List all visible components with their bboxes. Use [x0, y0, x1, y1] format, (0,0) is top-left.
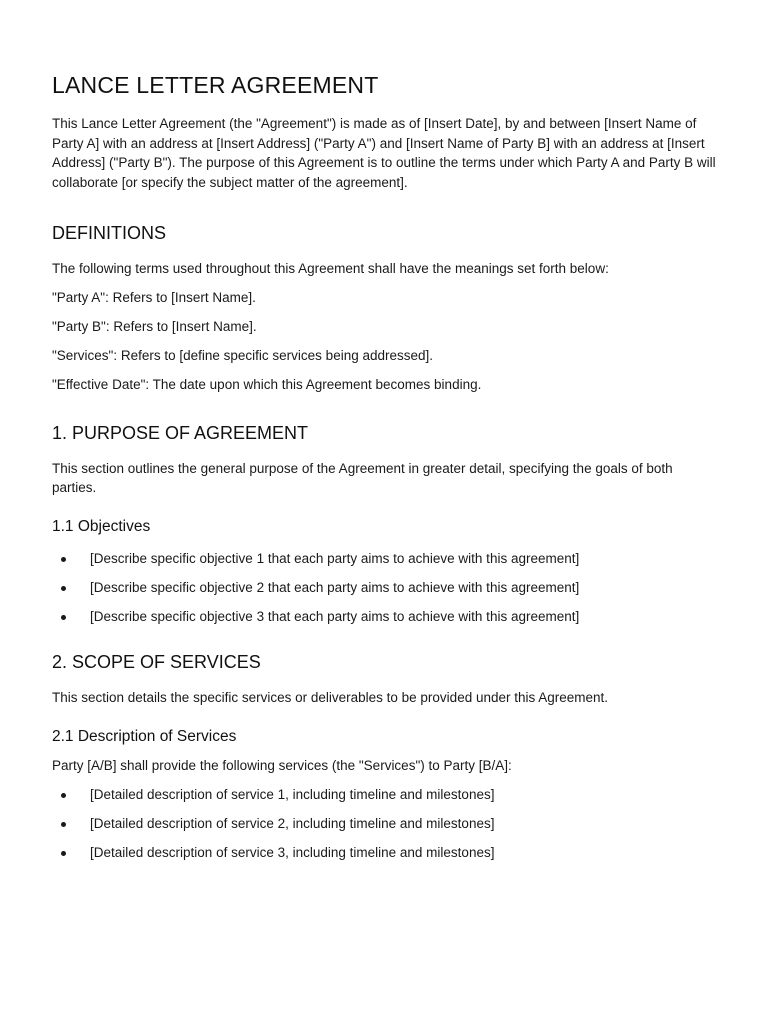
definition-item-party-a: "Party A": Refers to [Insert Name].	[52, 290, 256, 305]
objective-text: [Describe specific objective 3 that each party aims to achieve with this agreement]	[90, 608, 580, 624]
objective-text: [Describe specific objective 2 that each party aims to achieve with this agreement]	[90, 579, 580, 595]
service-text: [Detailed description of service 3, including timeline and milestones]	[90, 845, 495, 860]
bullet-icon	[61, 793, 66, 798]
scope-heading: 2. SCOPE OF SERVICES	[52, 652, 261, 672]
document-page	[52, 70, 720, 887]
definitions-heading: DEFINITIONS	[52, 223, 167, 243]
list-item	[52, 814, 720, 834]
description-heading: 2.1 Description of Services	[52, 727, 237, 745]
list-item	[52, 607, 720, 627]
list-item	[52, 843, 720, 863]
list-item	[52, 549, 720, 569]
definitions-section	[52, 221, 720, 395]
definition-item-services: "Services": Refers to [define specific services being addressed].	[52, 348, 434, 363]
list-item	[52, 578, 720, 598]
bullet-icon	[61, 557, 66, 562]
purpose-text: This section outlines the general purpose of the Agreement in greater detail, specifying the goals of both parties.	[52, 460, 673, 495]
objective-text: [Describe specific objective 1 that each party aims to achieve with this agreement]	[90, 550, 580, 566]
objectives-heading: 1.1 Objectives	[52, 517, 151, 535]
document-title: LANCE LETTER AGREEMENT	[52, 72, 379, 98]
scope-text: This section details the specific services or deliverables to be provided under this Agreement.	[52, 690, 609, 705]
definition-item-party-b: "Party B": Refers to [Insert Name].	[52, 319, 257, 334]
definitions-lead: The following terms used throughout this Agreement shall have the meanings set forth below:	[52, 261, 609, 276]
description-lead: Party [A/B] shall provide the following services (the "Services") to Party [B/A]:	[52, 757, 512, 773]
definition-item-effective-date: "Effective Date": The date upon which this Agreement becomes binding.	[52, 377, 482, 392]
services-list	[52, 785, 720, 863]
service-text: [Detailed description of service 2, including timeline and milestones]	[90, 816, 495, 831]
purpose-heading: 1. PURPOSE OF AGREEMENT	[52, 422, 309, 443]
intro-paragraph: This Lance Letter Agreement (the "Agreement") is made as of [Insert Date], by and between [Insert Name of Party A] with an address at [Insert Address] ("Party A") and [Insert Name of Party B] with an address at [Insert Address] ("Party B"). The purpose of this Agreement is to outline the terms under which Party A and Party B will collaborate [or specify the subject matter of the agreement].	[52, 116, 716, 190]
objectives-list	[52, 549, 720, 627]
bullet-icon	[61, 851, 66, 856]
service-text: [Detailed description of service 1, including timeline and milestones]	[90, 787, 495, 802]
scope-section	[52, 650, 720, 863]
bullet-icon	[61, 615, 66, 620]
bullet-icon	[61, 586, 66, 591]
bullet-icon	[61, 822, 66, 827]
list-item	[52, 785, 720, 805]
purpose-section	[52, 421, 720, 627]
